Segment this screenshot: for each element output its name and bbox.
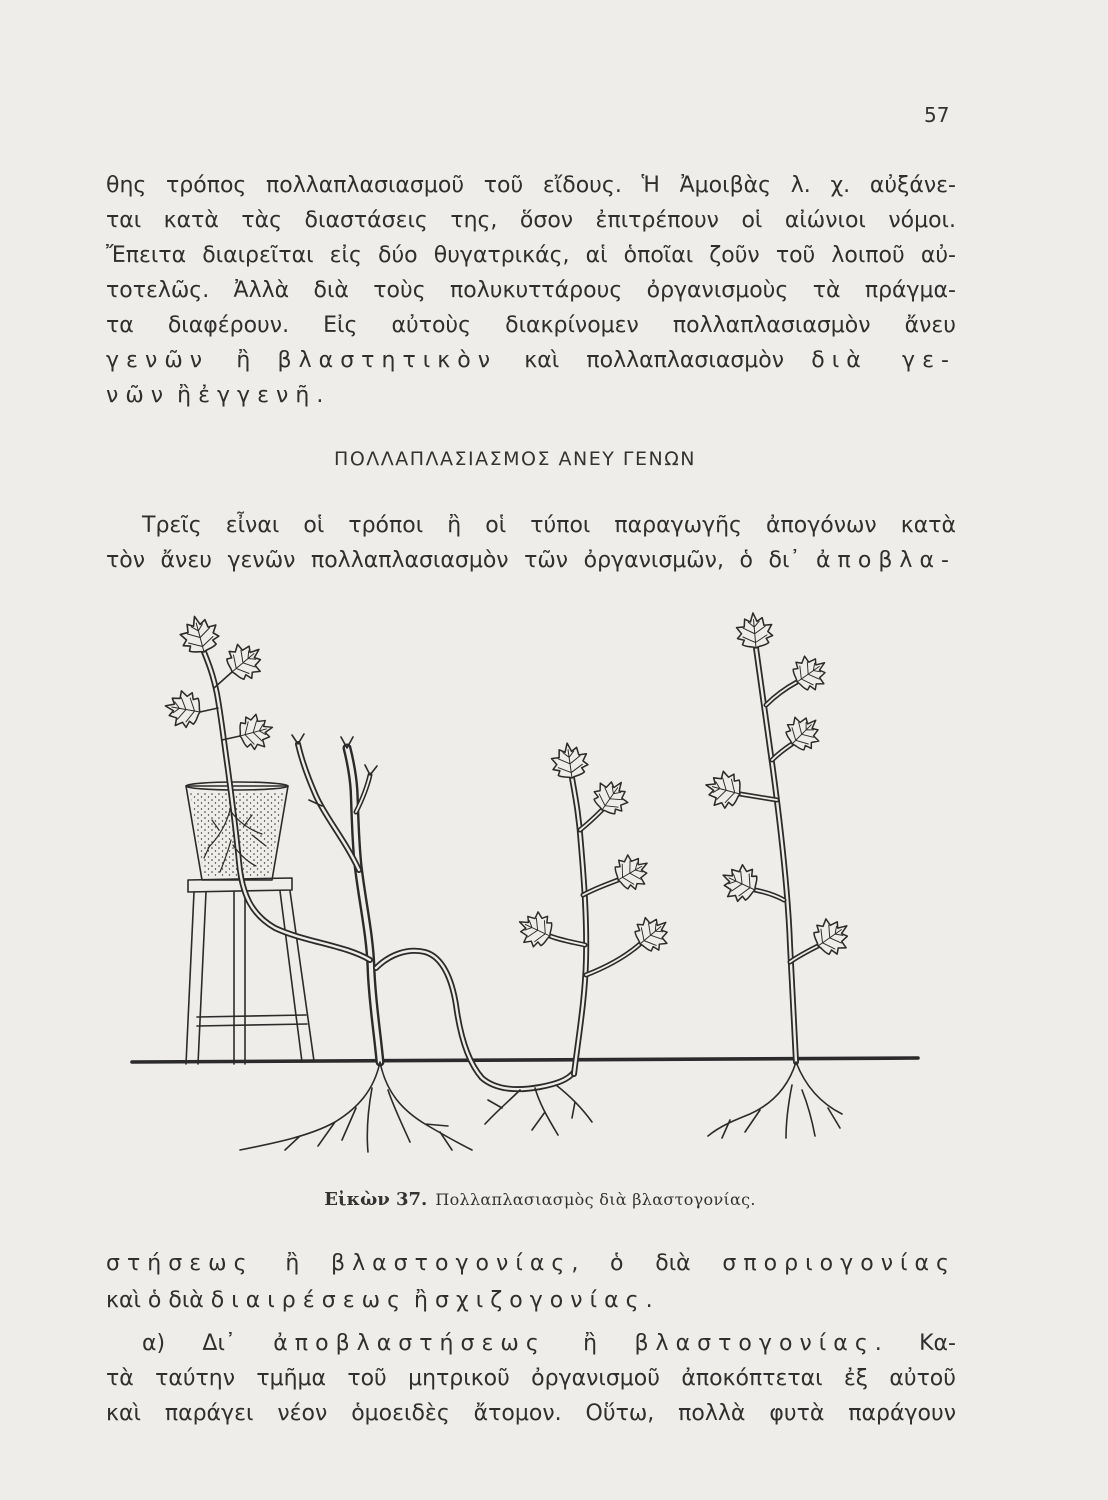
vine-leaf (162, 689, 203, 730)
figure-label: Εἰκὼν 37. (324, 1189, 428, 1210)
text-line (106, 273, 956, 308)
text-run: Τρεῖς εἶναι οἱ τρόποι ἢ οἱ τύποι παραγωγῆς ἀπογόνων κατὰ (142, 513, 956, 538)
roots (240, 1062, 842, 1152)
text-line (106, 543, 956, 578)
text-run: ται κατὰ τὰς διαστάσεις της, ὅσον ἐπιτρέπουν οἱ αἰώνιοι νόμοι. (106, 208, 956, 233)
spaced-emphasis: ἐγγενῆ (198, 383, 317, 408)
text-run: καὶ πολλαπλασιασμὸν (497, 348, 812, 373)
vine-leaf (550, 741, 590, 781)
vine-leaf (716, 859, 763, 906)
methods-paragraph-start (106, 508, 956, 578)
text-line (106, 1361, 956, 1396)
vine-leaf (735, 611, 773, 649)
young-plant (512, 741, 676, 1074)
text-line (106, 1282, 956, 1319)
vine-leaf (610, 849, 656, 895)
text-line (106, 203, 956, 238)
parent-shrub (292, 734, 380, 1062)
text-line (106, 1245, 956, 1282)
section-heading: ΠΟΛΛΑΠΛΑΣΙΑΣΜΟΣ ΑΝΕΥ ΓΕΝΩΝ (334, 448, 696, 470)
text-line (106, 508, 956, 543)
text-run: τὸν ἄνευ γενῶν πολλαπλασιασμὸν τῶν ὀργανισμῶν, ὁ δι᾽ (106, 548, 816, 573)
text-run: . Κα- (874, 1331, 956, 1356)
vine-leaf (177, 612, 222, 657)
text-run: ἢ (253, 1251, 331, 1276)
vine-leaf (588, 773, 635, 820)
text-run: καὶ παράγει νέον ὁμοειδὲς ἄτομον. Οὕτω, πολλὰ φυτὰ παράγουν (106, 1401, 956, 1426)
text-run: τοτελῶς. Ἀλλὰ διὰ τοὺς πολυκυττάρους ὀργανισμοὺς τὰ πράγμα- (106, 278, 956, 303)
spaced-emphasis: στήσεως (106, 1251, 254, 1276)
figure-37-drawing (0, 600, 1108, 1180)
ground-layered-branch (376, 951, 574, 1089)
spaced-emphasis: βλαστογονίας (331, 1251, 572, 1276)
page-number: 57 (924, 103, 950, 127)
budding-paragraph (106, 1326, 956, 1431)
text-run: ἢ (209, 348, 278, 373)
text-line (106, 168, 956, 203)
text-run: ἢ (545, 1331, 635, 1356)
text-run: . (645, 1288, 653, 1313)
text-line (106, 308, 956, 343)
spaced-emphasis: ἀποβλα- (816, 548, 956, 573)
spaced-emphasis: γενῶν (106, 348, 210, 373)
text-line (106, 1396, 956, 1431)
text-run: , ὁ διὰ (571, 1251, 723, 1276)
rooted-new-plant (701, 611, 856, 1062)
spaced-emphasis: σποριογονίας (722, 1251, 956, 1276)
text-run: καὶ ὁ διὰ (106, 1288, 211, 1313)
text-run: τὰ ταύτην τμῆμα τοῦ μητρικοῦ ὀργανισμοῦ ἀποκόπτεται ἐξ αὐτοῦ (106, 1366, 956, 1391)
text-run: α) Δι᾽ (142, 1331, 274, 1356)
text-run: ἢ (407, 1288, 435, 1313)
spaced-emphasis: σχιζογονίας (434, 1288, 646, 1313)
vine-leaf (787, 649, 834, 696)
spaced-emphasis: βλαστητικὸν (277, 348, 498, 373)
spaced-emphasis: νῶν (106, 383, 171, 408)
vine-leaf (808, 911, 857, 960)
text-line (106, 343, 956, 378)
text-line (106, 238, 956, 273)
figure-caption (90, 1188, 990, 1212)
vine-leaf (512, 907, 557, 952)
text-line (106, 1326, 956, 1361)
text-run: Ἔπειτα διαιρεῖται εἰς δύο θυγατρικάς, αἱ ὁποῖαι ζοῦν τοῦ λοιποῦ αὐ- (106, 243, 956, 268)
text-run: θης τρόπος πολλαπλασιασμοῦ τοῦ εἴδους. Ἡ Ἀμοιβὰς λ. χ. αὐξάνε- (106, 173, 956, 198)
vine-leaf (701, 768, 744, 811)
spaced-emphasis: διὰ γε- (811, 348, 956, 373)
text-run: ἢ (170, 383, 199, 408)
vine-leaf (221, 636, 271, 686)
spaced-emphasis: βλαστογονίας (634, 1331, 875, 1356)
figure-caption-text: Πολλαπλασιασμὸς διὰ βλαστογονίας. (435, 1190, 756, 1209)
methods-paragraph-end (106, 1245, 956, 1319)
ground-line (132, 1058, 918, 1062)
spaced-emphasis: ἀποβλαστήσεως (273, 1331, 546, 1356)
text-run: τα διαφέρουν. Εἰς αὐτοὺς διακρίνομεν πολλαπλασιασμὸν ἄνευ (106, 313, 956, 338)
intro-paragraph (106, 168, 956, 413)
vine-leaf (236, 711, 277, 752)
text-run: . (316, 383, 324, 408)
spaced-emphasis: διαιρέσεως (210, 1288, 408, 1313)
text-line (106, 378, 956, 413)
